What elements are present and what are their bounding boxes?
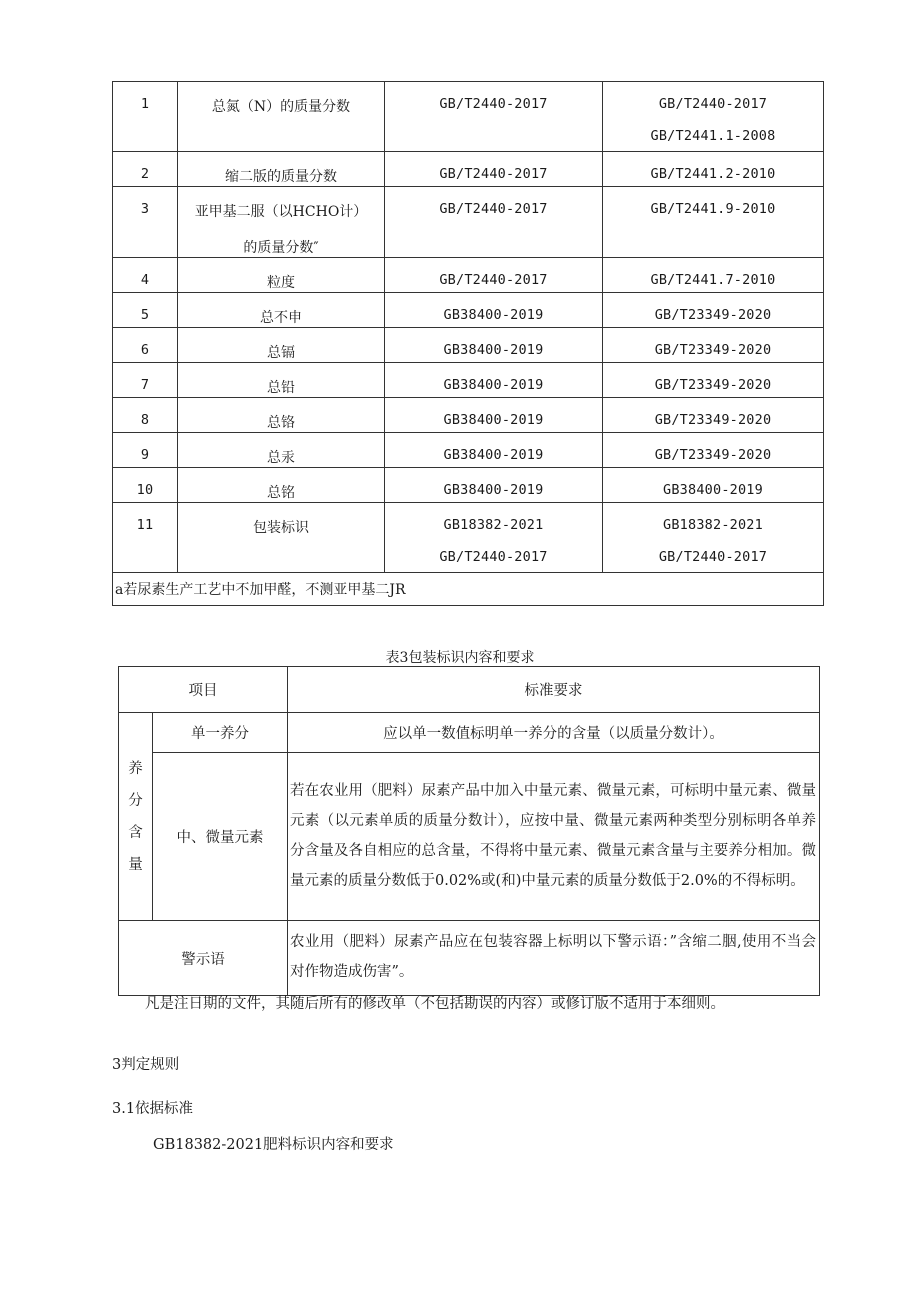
warning-label: 警示语	[119, 921, 288, 996]
requirement-text: 若在农业用（肥料）尿素产品中加入中量元素、微量元素，可标明中量元素、微量元素（以元素单质的质量分数计），应按中量、微量元素两种类型分别标明各单养分含量及各自相应的总含量，不得将中量元素、微量元素含量与主要养分相加。微量元素的质量分数低于0.02%或(和)中量元素的质量分数低于2.0%的不得标明。	[288, 753, 820, 921]
requirement-standard: GB38400-2019	[385, 433, 603, 468]
row-number: 10	[113, 468, 178, 503]
test-item: 包装标识	[178, 503, 385, 573]
standard-reference: GB18382-2021肥料标识内容和要求	[153, 1137, 394, 1153]
footnote: a若尿素生产工艺中不加甲醛，不测亚甲基二JR	[113, 573, 824, 606]
table-row	[119, 713, 820, 753]
requirement-text: 农业用（肥料）尿素产品应在包装容器上标明以下警示语：”含缩二胭,使用不当会对作物造成伤害”。	[288, 921, 820, 996]
table-row	[113, 293, 824, 328]
nutrient-content-label: 养 分 含 量	[119, 713, 153, 921]
table-row	[119, 753, 820, 921]
sub-item-single-nutrient: 单一养分	[153, 713, 288, 753]
test-item: 总铬	[178, 398, 385, 433]
method-standard: GB/T23349-2020	[603, 293, 824, 328]
test-item: 粒度	[178, 258, 385, 293]
test-item: 总氮（N）的质量分数	[178, 82, 385, 152]
requirement-standard: GB38400-2019	[385, 293, 603, 328]
footnote-row	[113, 573, 824, 606]
requirement-standard: GB/T2440-2017	[385, 258, 603, 293]
row-number: 9	[113, 433, 178, 468]
table-row	[113, 398, 824, 433]
requirement-standard: GB38400-2019	[385, 328, 603, 363]
requirement-standard: GB/T2440-2017	[385, 152, 603, 187]
test-item: 总铅	[178, 363, 385, 398]
method-standard: GB/T2441.9-2010	[603, 187, 824, 258]
table-row	[113, 363, 824, 398]
header-requirement: 标准要求	[288, 667, 820, 713]
method-standard: GB/T23349-2020	[603, 433, 824, 468]
method-standard: GB/T23349-2020	[603, 363, 824, 398]
table-row	[119, 921, 820, 996]
requirement-standard: GB18382-2021 GB/T2440-2017	[385, 503, 603, 573]
sub-item-micro-elements: 中、微量元素	[153, 753, 288, 921]
test-item: 总铭	[178, 468, 385, 503]
method-standard: GB/T2441.2-2010	[603, 152, 824, 187]
row-number: 1	[113, 82, 178, 152]
row-number: 3	[113, 187, 178, 258]
row-number: 6	[113, 328, 178, 363]
table-caption: 表3包装标识内容和要求	[385, 650, 535, 666]
requirement-standard: GB38400-2019	[385, 398, 603, 433]
table-row	[113, 187, 824, 258]
test-item: 总不申	[178, 293, 385, 328]
table-row	[113, 503, 824, 573]
row-number: 2	[113, 152, 178, 187]
reference-note: 凡是注日期的文件，其随后所有的修改单（不包括勘误的内容）或修订版不适用于本细则。	[145, 996, 725, 1012]
requirement-standard: GB/T2440-2017	[385, 82, 603, 152]
header-item: 项目	[119, 667, 288, 713]
method-standard: GB38400-2019	[603, 468, 824, 503]
test-item: 总镉	[178, 328, 385, 363]
packaging-label-table	[118, 666, 820, 996]
row-number: 7	[113, 363, 178, 398]
section-heading-3: 3判定规则	[112, 1057, 180, 1073]
table-row	[113, 258, 824, 293]
test-method-table	[112, 81, 824, 606]
test-item: 缩二版的质量分数	[178, 152, 385, 187]
method-standard: GB/T2440-2017 GB/T2441.1-2008	[603, 82, 824, 152]
row-number: 5	[113, 293, 178, 328]
test-item: 总汞	[178, 433, 385, 468]
table-row	[113, 152, 824, 187]
table-row	[113, 328, 824, 363]
requirement-standard: GB38400-2019	[385, 363, 603, 398]
requirement-text: 应以单一数值标明单一养分的含量（以质量分数计）。	[288, 713, 820, 753]
method-standard: GB/T2441.7-2010	[603, 258, 824, 293]
row-number: 11	[113, 503, 178, 573]
test-item: 亚甲基二服（以HCHO计） 的质量分数″	[178, 187, 385, 258]
method-standard: GB/T23349-2020	[603, 328, 824, 363]
table-header-row	[119, 667, 820, 713]
requirement-standard: GB38400-2019	[385, 468, 603, 503]
row-number: 8	[113, 398, 178, 433]
requirement-standard: GB/T2440-2017	[385, 187, 603, 258]
table-row	[113, 82, 824, 152]
section-heading-3-1: 3.1依据标准	[112, 1101, 194, 1117]
table-row	[113, 468, 824, 503]
method-standard: GB18382-2021 GB/T2440-2017	[603, 503, 824, 573]
row-number: 4	[113, 258, 178, 293]
table-row	[113, 433, 824, 468]
method-standard: GB/T23349-2020	[603, 398, 824, 433]
